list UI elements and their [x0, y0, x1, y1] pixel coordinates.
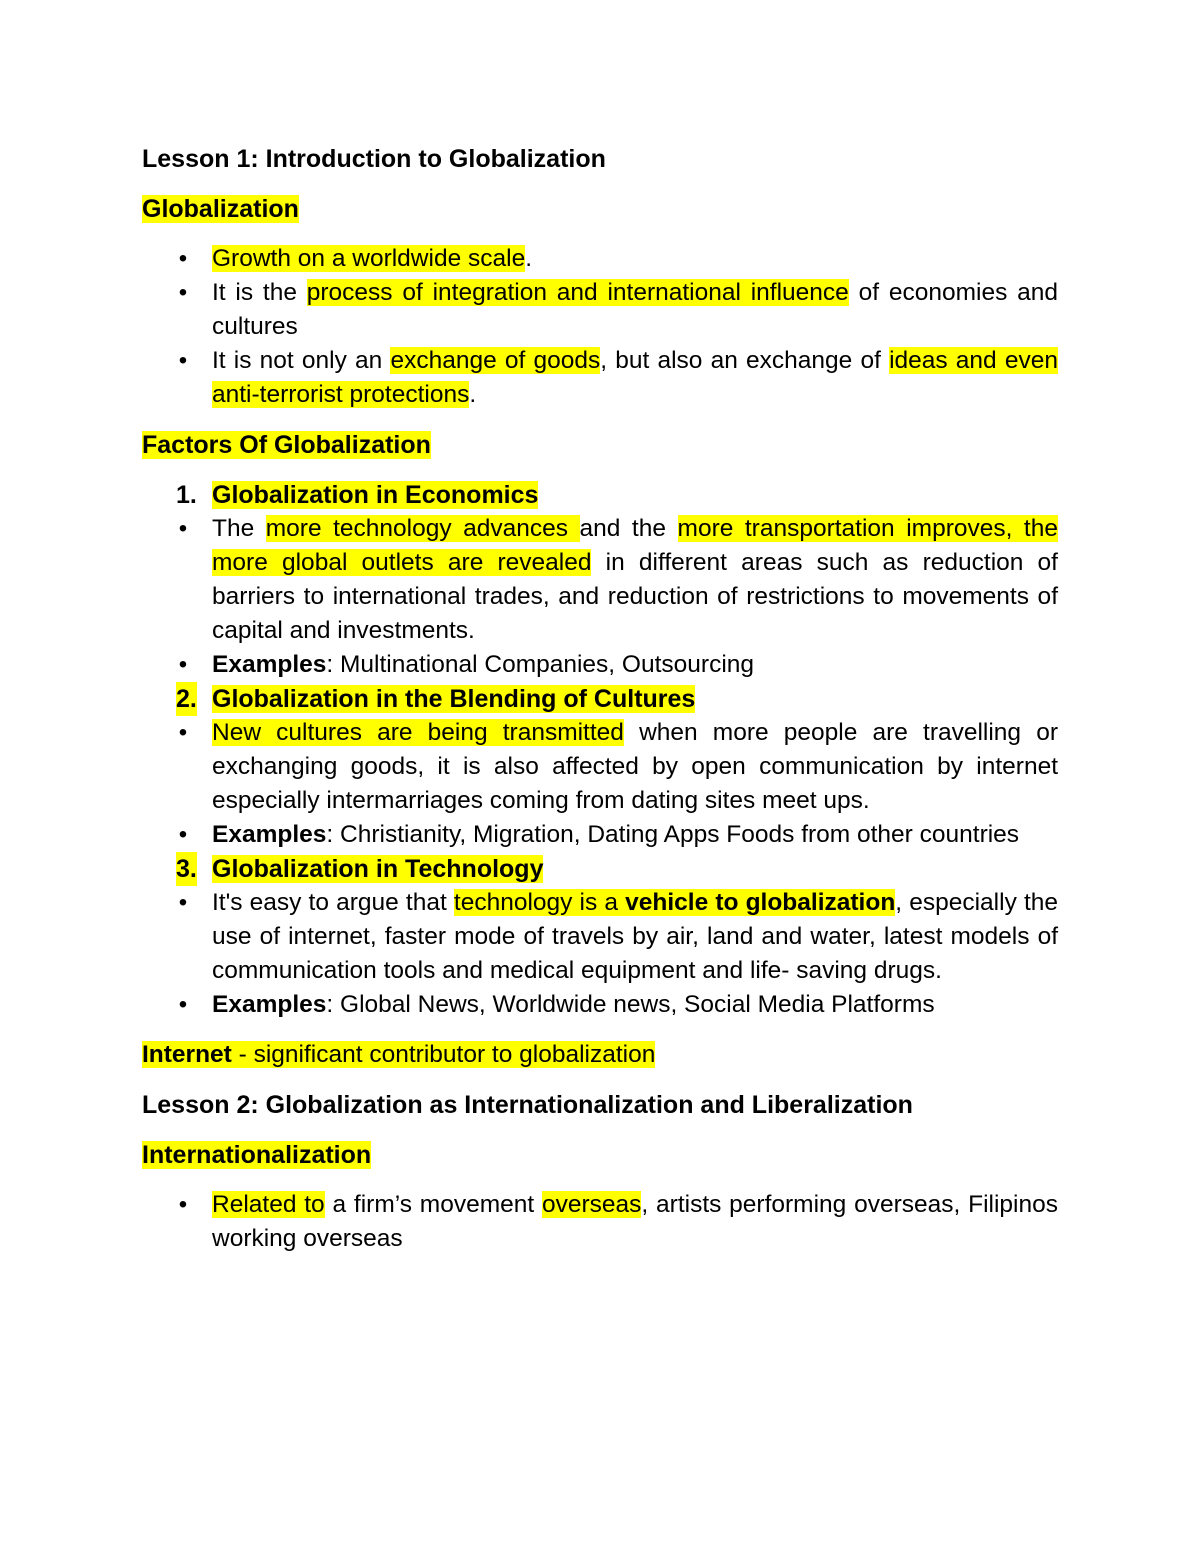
bullet-dot-icon: •: [178, 651, 188, 678]
lesson-1-title: Lesson 1: Introduction to Globalization: [142, 145, 606, 173]
factor-cultures-heading: 2. Globalization in the Blending of Cultures: [142, 682, 1058, 716]
list-item: • The more technology advances and the more transportation improves, the more global outlets are revealed in different areas such as reduction of barriers to international trades, and reduction of restrictions to movements of capital and investments.: [142, 512, 1058, 648]
list-item: • Examples: Global News, Worldwide news, Social Media Platforms: [142, 988, 1058, 1022]
bullet-dot-icon: •: [178, 245, 188, 272]
list-item: • Examples: Multinational Companies, Outsourcing: [142, 648, 1058, 682]
factor-economics-heading: 1. Globalization in Economics: [176, 481, 539, 509]
factors-heading: Factors Of Globalization: [142, 431, 431, 459]
bullet-dot-icon: •: [178, 991, 188, 1018]
bullet-dot-icon: •: [178, 279, 188, 306]
globalization-bullets: [142, 242, 1058, 412]
list-item: • Examples: Christianity, Migration, Dating Apps Foods from other countries: [142, 818, 1058, 852]
bullet-dot-icon: •: [178, 515, 188, 542]
bullet-dot-icon: •: [178, 1191, 188, 1218]
list-item: • It is the process of integration and international influence of economies and cultures: [142, 276, 1058, 344]
list-item: • Growth on a worldwide scale.: [142, 242, 1058, 276]
globalization-heading: Globalization: [142, 195, 299, 223]
bullet-dot-icon: •: [178, 821, 188, 848]
bullet-dot-icon: •: [178, 347, 188, 374]
internationalization-heading: Internationalization: [142, 1141, 372, 1169]
internationalization-bullets: [142, 1188, 1058, 1256]
lesson-2-title: Lesson 2: Globalization as Internationalization and Liberalization: [142, 1091, 913, 1119]
list-item: • Related to a firm’s movement overseas, artists performing overseas, Filipinos working overseas: [142, 1188, 1058, 1256]
internet-definition: Internet - significant contributor to globalization: [142, 1041, 656, 1068]
factors-list: [142, 478, 1058, 1022]
bullet-dot-icon: •: [178, 719, 188, 746]
list-item: • It is not only an exchange of goods, but also an exchange of ideas and even anti-terrorist protections.: [142, 344, 1058, 412]
factor-technology-heading: 3. Globalization in Technology: [142, 852, 1058, 886]
bullet-dot-icon: •: [178, 889, 188, 916]
list-item: • It's easy to argue that technology is a vehicle to globalization, especially the use of internet, faster mode of travels by air, land and water, latest models of communication tools and medical equipment and life- saving drugs.: [142, 886, 1058, 988]
list-item: • New cultures are being transmitted when more people are travelling or exchanging goods, it is also affected by open communication by internet especially intermarriages coming from dating sites meet ups.: [142, 716, 1058, 818]
